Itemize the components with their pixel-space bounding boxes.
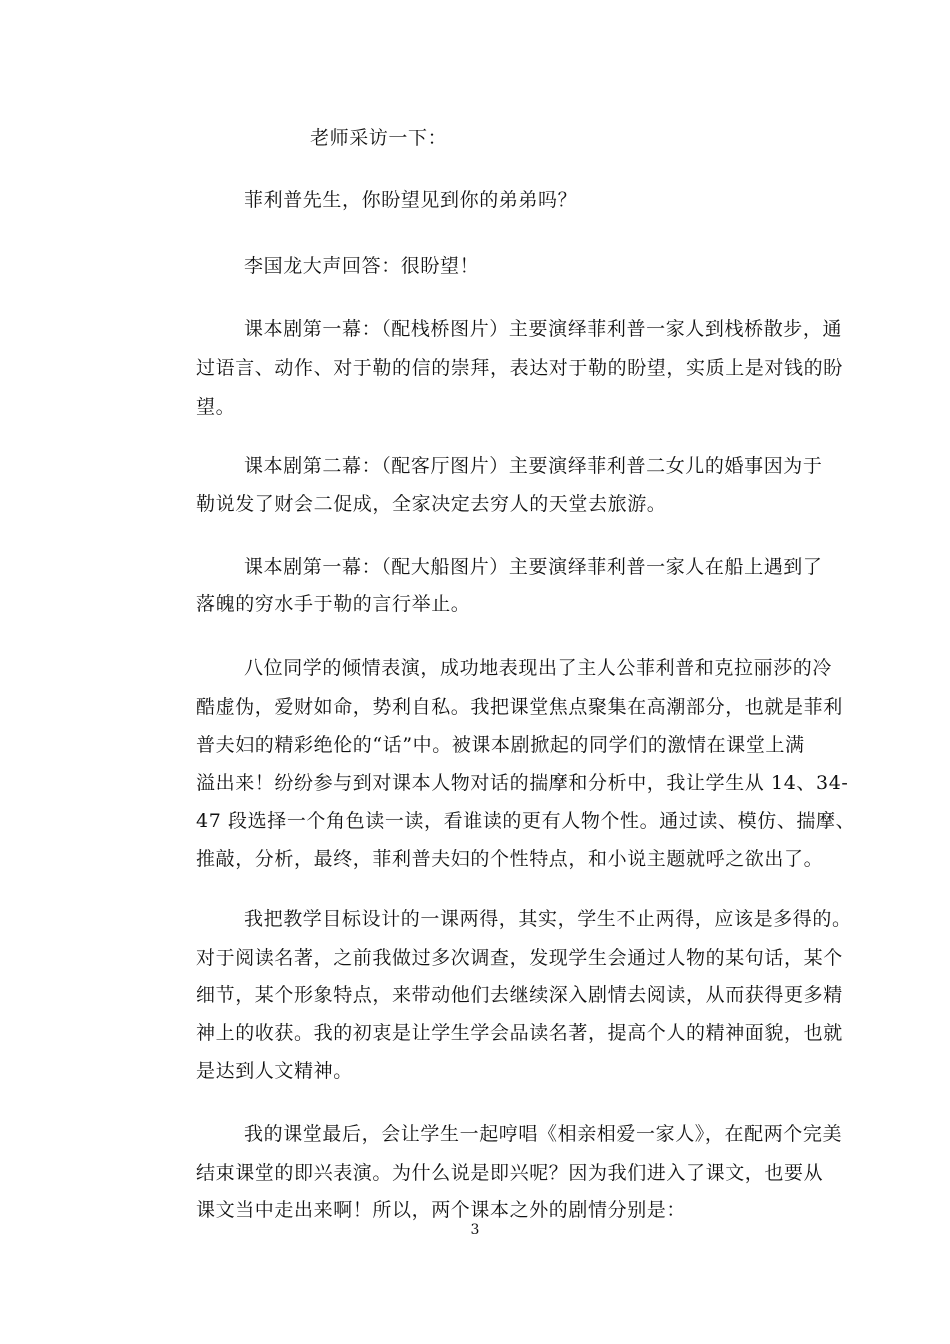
performance-line-1: 八位同学的倾情表演，成功地表现出了主人公菲利普和克拉丽莎的冷: [244, 657, 833, 679]
interview-answer: 李国龙大声回答：很盼望！: [244, 255, 480, 277]
ending-line-3: 课文当中走出来啊！所以，两个课本之外的剧情分别是：: [196, 1199, 687, 1221]
page-number: 3: [470, 1222, 480, 1238]
act-one-line-2: 过语言、动作、对于勒的信的崇拜，表达对于勒的盼望，实质上是对钱的盼: [196, 357, 843, 379]
act-one-line-3: 望。: [196, 396, 236, 418]
interview-heading: 老师采访一下：: [310, 127, 448, 149]
goals-line-2: 对于阅读名著，之前我做过多次调查，发现学生会通过人物的某句话，某个: [196, 947, 843, 969]
interview-question: 菲利普先生，你盼望见到你的弟弟吗？: [244, 189, 578, 211]
performance-line-4: 溢出来！纷纷参与到对课本人物对话的揣摩和分析中，我让学生从 14、34-: [196, 772, 849, 794]
performance-line-6: 推敲，分析，最终，菲利普夫妇的个性特点，和小说主题就呼之欲出了。: [196, 848, 824, 870]
act-two-line-2: 勒说发了财会二促成，全家决定去穷人的天堂去旅游。: [196, 493, 667, 515]
act-three-line-1: 课本剧第一幕：（配大船图片）主要演绎菲利普一家人在船上遇到了: [244, 556, 823, 578]
goals-line-4: 神上的收获。我的初衷是让学生学会品读名著，提高个人的精神面貌，也就: [196, 1022, 843, 1044]
performance-line-3: 普夫妇的精彩绝伦的“话”中。被课本剧掀起的同学们的激情在课堂上满: [196, 734, 805, 756]
act-three-line-2: 落魄的穷水手于勒的言行举止。: [196, 593, 471, 615]
ending-line-2: 结束课堂的即兴表演。为什么说是即兴呢？因为我们进入了课文，也要从: [196, 1162, 824, 1184]
act-two-line-1: 课本剧第二幕：（配客厅图片）主要演绎菲利普二女儿的婚事因为于: [244, 455, 823, 477]
ending-line-1: 我的课堂最后，会让学生一起哼唱《相亲相爱一家人》，在配两个完美: [244, 1123, 843, 1145]
act-one-line-1: 课本剧第一幕：（配栈桥图片）主要演绎菲利普一家人到栈桥散步，通: [244, 318, 843, 340]
goals-line-3: 细节，某个形象特点，来带动他们去继续深入剧情去阅读，从而获得更多精: [196, 984, 843, 1006]
goals-line-1: 我把教学目标设计的一课两得，其实，学生不止两得，应该是多得的。: [244, 908, 852, 930]
performance-line-2: 酷虚伪，爱财如命，势利自私。我把课堂焦点聚集在高潮部分，也就是菲利: [196, 696, 843, 718]
goals-line-5: 是达到人文精神。: [196, 1060, 353, 1082]
performance-line-5: 47 段选择一个角色读一读，看谁读的更有人物个性。通过读、模仿、揣摩、: [196, 810, 856, 832]
